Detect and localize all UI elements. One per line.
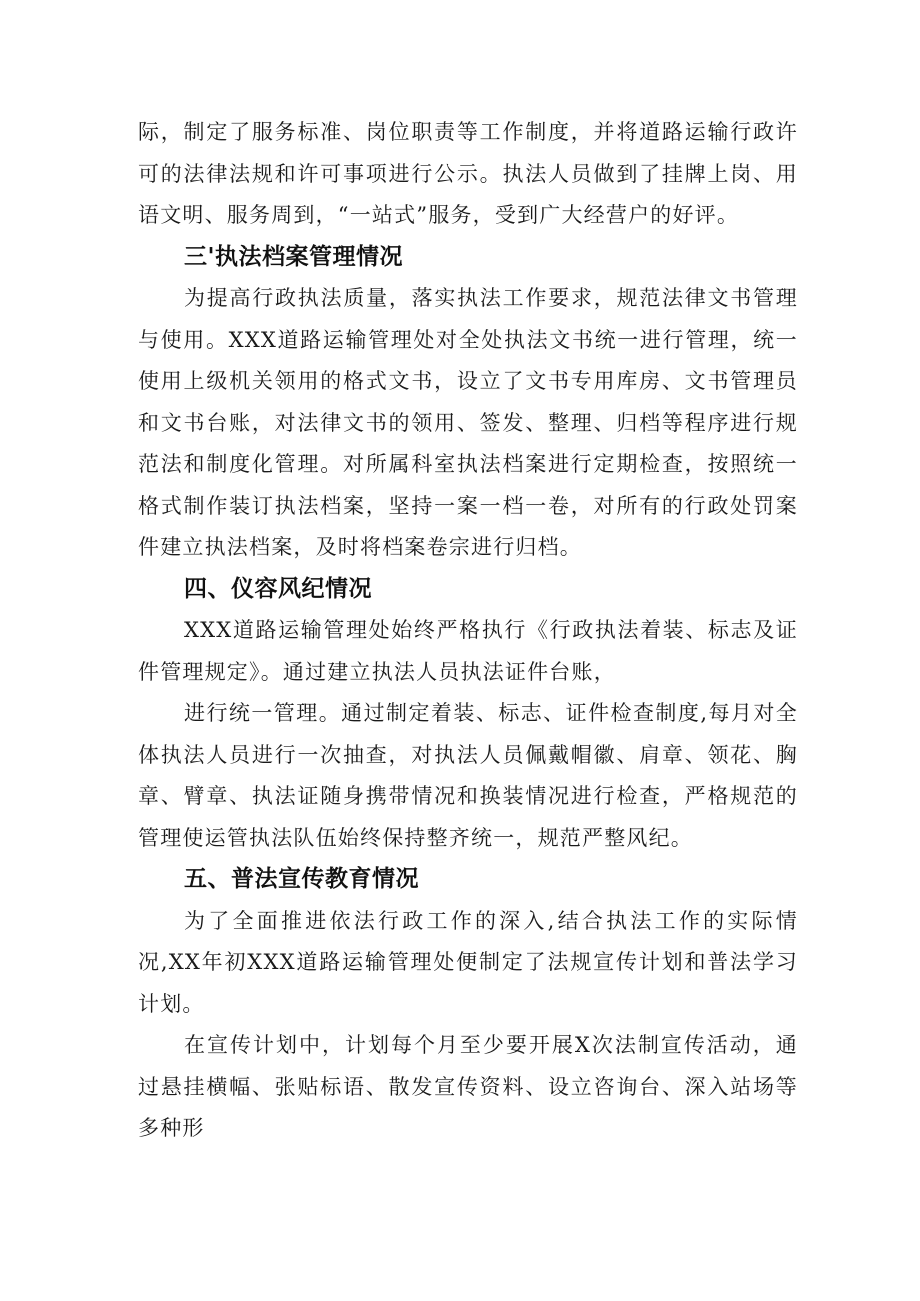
- section-heading-archives: 三'执法档案管理情况: [184, 243, 404, 270]
- section-heading-education: 五、普法宣传教育情况: [184, 866, 419, 892]
- paragraph-publicity-plan: 在宣传计划中，计划每个月至少要开展X次法制宣传活动，通过悬挂横幅、张贴标语、散发宣传资料、设立咨询台、深入站场等多种形: [138, 1033, 798, 1140]
- paragraph-archives: 为提高行政执法质量，落实执法工作要求，规范法律文书管理与使用。XXX道路运输管理处对全处执法文书统一进行管理，统一使用上级机关领用的格式文书，设立了文书专用库房、文书管理员和文书台账，对法律文书的领用、签发、整理、归档等程序进行规范法和制度化管理。对所属科室执法档案进行定期检查，按照统一格式制作装订执法档案，坚持一案一档一卷，对所有的行政处罚案件建立执法档案，及时将档案卷宗进行归档。: [138, 286, 798, 559]
- paragraph-discipline-continued: 进行统一管理。通过制定着装、标志、证件检查制度,每月对全体执法人员进行一次抽查，对执法人员佩戴帽徽、肩章、领花、胸章、臂章、执法证随身携带情况和换装情况进行检查，严格规范的管理使运管执法队伍始终保持整齐统一，规范严整风纪。: [138, 701, 798, 850]
- paragraph-discipline: XXX道路运输管理处始终严格执行《行政执法着装、标志及证件管理规定》。通过建立执法人员执法证件台账，: [138, 618, 798, 684]
- section-heading-discipline: 四、仪容风纪情况: [184, 575, 372, 602]
- paragraph-education: 为了全面推进依法行政工作的深入,结合执法工作的实际情况,XX年初XXX道路运输管理处便制定了法规宣传计划和普法学习计划。: [138, 908, 798, 1016]
- document-body: [138, 112, 798, 1150]
- paragraph-continued: 际，制定了服务标准、岗位职责等工作制度，并将道路运输行政许可的法律法规和许可事项进行公示。执法人员做到了挂牌上岗、用语文明、服务周到，“一站式”服务，受到广大经营户的好评。: [138, 120, 798, 227]
